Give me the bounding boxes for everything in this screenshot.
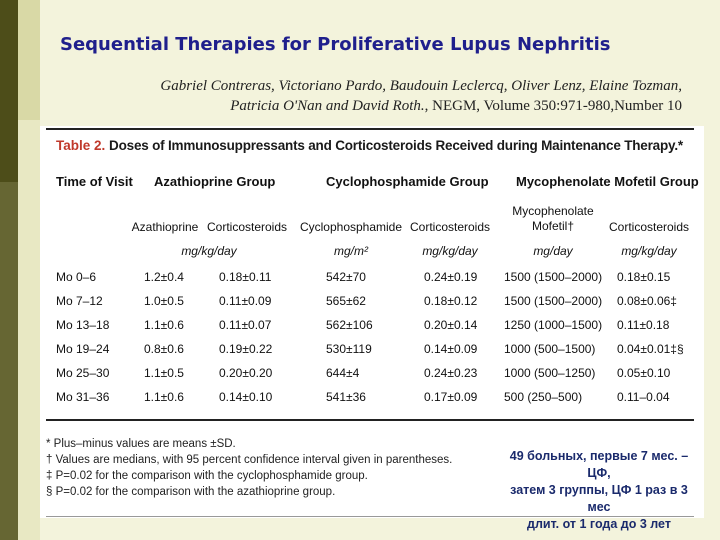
cell-cyclophosphamide: 644±4 — [326, 366, 360, 380]
authors-block — [160, 76, 682, 116]
cell-mycophenolate: 1000 (500–1250) — [504, 366, 596, 380]
table-caption — [56, 138, 683, 153]
cell-mycophenolate: 500 (250–500) — [504, 390, 583, 404]
cell-corticosteroids-aza: 0.18±0.11 — [219, 270, 272, 284]
sub-header-corticosteroids-cyc: Corticosteroids — [409, 220, 491, 234]
note-line: 49 больных, первые 7 мес. – — [509, 449, 689, 463]
note-line: затем 3 группы, ЦФ 1 раз в 3 — [510, 483, 688, 497]
cell-visit: Mo 31–36 — [56, 390, 110, 404]
note-line: длит. от 1 года до 3 лет — [527, 517, 671, 531]
note-line: ЦФ, — [587, 466, 611, 480]
cell-corticosteroids-cyc: 0.18±0.12 — [424, 294, 478, 308]
cell-corticosteroids-myc: 0.05±0.10 — [617, 366, 671, 380]
table-row — [0, 318, 720, 342]
table-row — [0, 270, 720, 294]
footnote: † Values are medians, with 95 percent confidence interval given in parentheses. — [46, 454, 453, 466]
cell-mycophenolate: 1250 (1000–1500) — [504, 318, 603, 332]
sub-header-mycophenolate: Mycophenolate Mofetil† — [512, 204, 594, 233]
table-row — [0, 390, 720, 414]
cell-corticosteroids-aza: 0.14±0.10 — [219, 390, 273, 404]
sub-header-corticosteroids-aza: Corticosteroids — [206, 220, 288, 234]
authors-line-2 — [160, 96, 682, 116]
cell-corticosteroids-aza: 0.11±0.09 — [219, 294, 272, 308]
table-row — [0, 342, 720, 366]
cell-corticosteroids-aza: 0.20±0.20 — [219, 366, 273, 380]
group-header-azathioprine: Azathioprine Group — [154, 174, 276, 189]
cell-visit: Mo 13–18 — [56, 318, 110, 332]
left-decor-bar-dark — [0, 0, 18, 182]
cell-mycophenolate: 1000 (500–1500) — [504, 342, 596, 356]
left-decor-strip — [18, 0, 40, 120]
unit-cyclophosphamide: mg/m² — [334, 244, 368, 258]
cell-mycophenolate: 1500 (1500–2000) — [504, 294, 603, 308]
cell-corticosteroids-myc: 0.11–0.04 — [617, 390, 670, 404]
authors-names: Patricia O'Nan and David Roth. — [230, 98, 425, 114]
unit-corticosteroids-myc: mg/kg/day — [621, 244, 677, 258]
cell-azathioprine: 1.0±0.5 — [144, 294, 184, 308]
footnote: § P=0.02 for the comparison with the azathioprine group. — [46, 486, 336, 498]
group-header-mycophenolate: Mycophenolate Mofetil Group — [516, 174, 699, 189]
cell-corticosteroids-cyc: 0.24±0.19 — [424, 270, 478, 284]
cell-cyclophosphamide: 542±70 — [326, 270, 366, 284]
cell-corticosteroids-myc: 0.04±0.01‡§ — [617, 342, 684, 356]
cell-cyclophosphamide: 562±106 — [326, 318, 373, 332]
sub-header-cyclophosphamide: Cyclophosphamide — [299, 220, 403, 234]
cell-corticosteroids-myc: 0.08±0.06‡ — [617, 294, 677, 308]
cell-visit: Mo 0–6 — [56, 270, 97, 284]
cell-azathioprine: 1.1±0.5 — [144, 366, 184, 380]
cell-visit: Mo 25–30 — [56, 366, 110, 380]
cell-corticosteroids-myc: 0.18±0.15 — [617, 270, 671, 284]
time-of-visit-header: Time of Visit — [56, 174, 133, 189]
cell-cyclophosphamide: 541±36 — [326, 390, 366, 404]
cell-cyclophosphamide: 565±62 — [326, 294, 366, 308]
cell-corticosteroids-cyc: 0.20±0.14 — [424, 318, 478, 332]
slide-title: Sequential Therapies for Proliferative Lupus Nephritis — [60, 34, 611, 55]
authors-line-1: Gabriel Contreras, Victoriano Pardo, Baudouin Leclercq, Oliver Lenz, Elaine Tozman, — [160, 78, 682, 94]
footnote: * Plus–minus values are means ±SD. — [46, 438, 236, 450]
sub-header-azathioprine: Azathioprine — [131, 220, 199, 234]
table-caption-text: Doses of Immunosuppressants and Corticosteroids Received during Maintenance Therapy.* — [109, 138, 683, 153]
unit-azathioprine-group: mg/kg/day — [181, 244, 237, 258]
cell-azathioprine: 1.1±0.6 — [144, 318, 184, 332]
cell-corticosteroids-aza: 0.11±0.07 — [219, 318, 272, 332]
unit-mycophenolate: mg/day — [533, 244, 573, 258]
table-row — [0, 294, 720, 318]
group-header-cyclophosphamide: Cyclophosphamide Group — [326, 174, 489, 189]
cell-corticosteroids-myc: 0.11±0.18 — [617, 318, 670, 332]
journal-citation: , NEGM, Volume 350:971-980,Number 10 — [424, 98, 682, 114]
cell-corticosteroids-cyc: 0.24±0.23 — [424, 366, 478, 380]
cell-cyclophosphamide: 530±119 — [326, 342, 372, 356]
table-label: Table 2. — [56, 138, 106, 153]
cell-azathioprine: 1.2±0.4 — [144, 270, 184, 284]
cell-corticosteroids-aza: 0.19±0.22 — [219, 342, 273, 356]
unit-corticosteroids-cyc: mg/kg/day — [422, 244, 478, 258]
table-bottom-rule — [46, 419, 694, 421]
sub-header-corticosteroids-myc: Corticosteroids — [608, 220, 690, 234]
table-row — [0, 366, 720, 390]
table-footnotes — [46, 436, 452, 500]
cell-azathioprine: 1.1±0.6 — [144, 390, 184, 404]
note-line: мес — [587, 500, 611, 514]
russian-note — [492, 448, 706, 533]
cell-visit: Mo 7–12 — [56, 294, 103, 308]
cell-corticosteroids-cyc: 0.14±0.09 — [424, 342, 478, 356]
footnote: ‡ P=0.02 for the comparison with the cyclophosphamide group. — [46, 470, 368, 482]
table-top-rule — [46, 128, 694, 130]
cell-azathioprine: 0.8±0.6 — [144, 342, 184, 356]
footer-rule — [46, 516, 694, 517]
cell-mycophenolate: 1500 (1500–2000) — [504, 270, 603, 284]
cell-visit: Mo 19–24 — [56, 342, 110, 356]
cell-corticosteroids-cyc: 0.17±0.09 — [424, 390, 478, 404]
